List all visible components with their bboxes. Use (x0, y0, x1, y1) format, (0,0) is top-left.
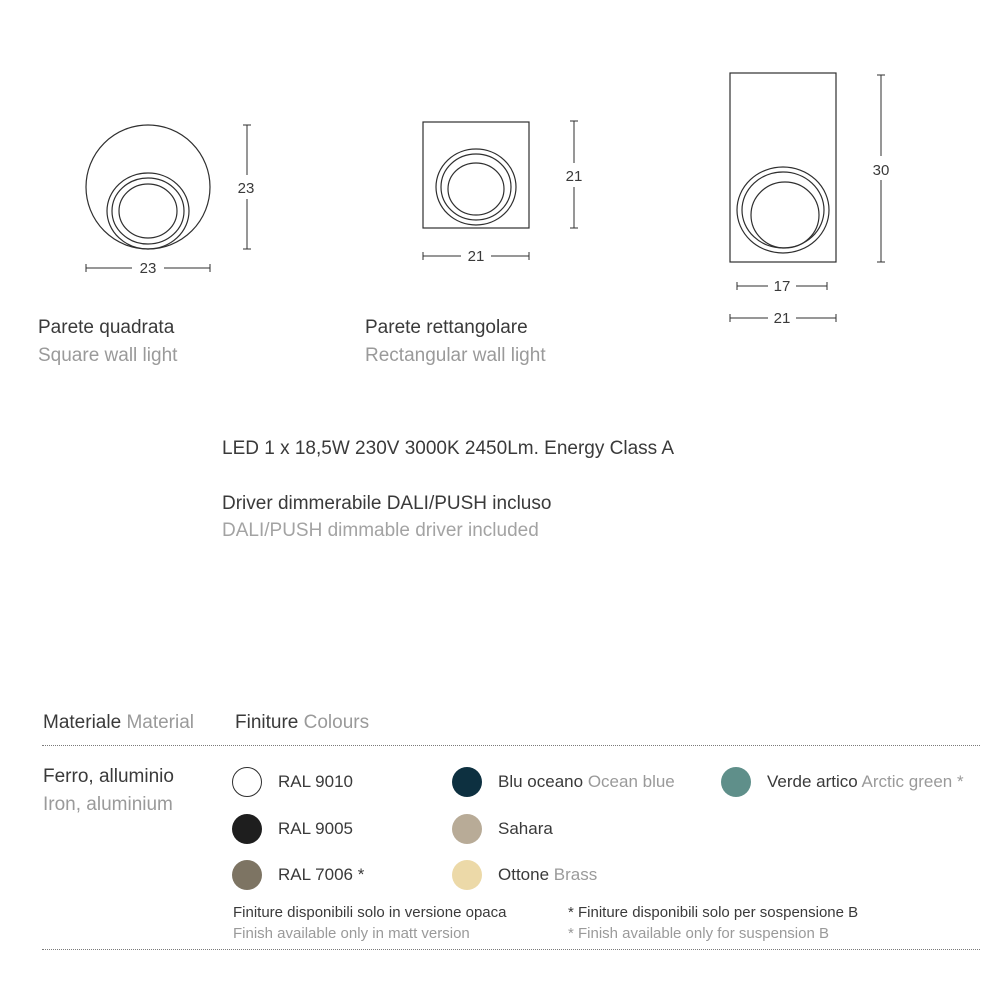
color-dot (232, 814, 262, 844)
color-dot (452, 767, 482, 797)
material-header-it: Materiale (43, 712, 122, 733)
table-divider-top (42, 745, 980, 746)
swatch-ral-9010 (232, 767, 353, 797)
swatch-ral-7006 (232, 860, 364, 890)
note-suspension-en: * Finish available only for suspension B (568, 925, 829, 942)
finish-header (235, 712, 369, 734)
material-header (43, 712, 194, 734)
note-suspension (568, 904, 858, 942)
product-label-square (38, 317, 177, 367)
swatch-ral-9005 (232, 814, 353, 844)
color-dot (452, 860, 482, 890)
tall-inner-width-label: 17 (773, 278, 791, 295)
color-dot (232, 767, 262, 797)
finish-header-it: Finiture (235, 712, 299, 733)
square-wall-light-drawing (86, 125, 210, 249)
note-matt-it: Finiture disponibili solo in versione opaca (233, 904, 507, 921)
product-name-it: Parete rettangolare (365, 317, 528, 338)
swatch-label: RAL 9005 (278, 819, 353, 838)
material-cell (43, 766, 174, 816)
material-it: Ferro, alluminio (43, 766, 174, 787)
color-dot (721, 767, 751, 797)
swatch-label: Verde artico Arctic green * (767, 772, 964, 791)
swatch-label: RAL 9010 (278, 772, 353, 791)
tall-outer-width-label: 21 (773, 310, 791, 327)
swatch-verde-artico (721, 767, 964, 797)
driver-spec-it: Driver dimmerabile DALI/PUSH incluso (222, 493, 552, 514)
note-matt-en: Finish available only in matt version (233, 925, 470, 942)
material-header-en: Material (126, 712, 195, 733)
swatch-label: Sahara (498, 819, 553, 838)
driver-spec-en: DALI/PUSH dimmable driver included (222, 520, 539, 541)
product-name-en: Rectangular wall light (365, 345, 546, 366)
product-name-en: Square wall light (38, 345, 178, 366)
swatch-sahara (452, 814, 553, 844)
swatch-blu-oceano (452, 767, 675, 797)
note-suspension-it: * Finiture disponibili solo per sospensione B (568, 904, 859, 921)
led-spec: LED 1 x 18,5W 230V 3000K 2450Lm. Energy Class A (222, 438, 675, 459)
tall-height-label: 30 (872, 162, 890, 179)
table-divider-bottom (42, 949, 980, 950)
rectangular-height-label: 21 (565, 168, 583, 185)
swatch-label: Blu oceano Ocean blue (498, 772, 675, 791)
swatch-ottone (452, 860, 597, 890)
material-en: Iron, aluminium (43, 794, 173, 815)
finish-header-en: Colours (303, 712, 370, 733)
color-dot (232, 860, 262, 890)
note-matt (233, 904, 507, 942)
square-height-label: 23 (237, 180, 255, 197)
product-label-rectangular (365, 317, 546, 367)
product-name-it: Parete quadrata (38, 317, 175, 338)
swatch-label: Ottone Brass (498, 865, 598, 884)
swatch-label: RAL 7006 * (278, 865, 365, 884)
color-dot (452, 814, 482, 844)
square-width-label: 23 (139, 260, 157, 277)
tall-wall-light-drawing (730, 73, 836, 262)
rectangular-wall-light-drawing (423, 122, 529, 228)
rectangular-width-label: 21 (467, 248, 485, 265)
